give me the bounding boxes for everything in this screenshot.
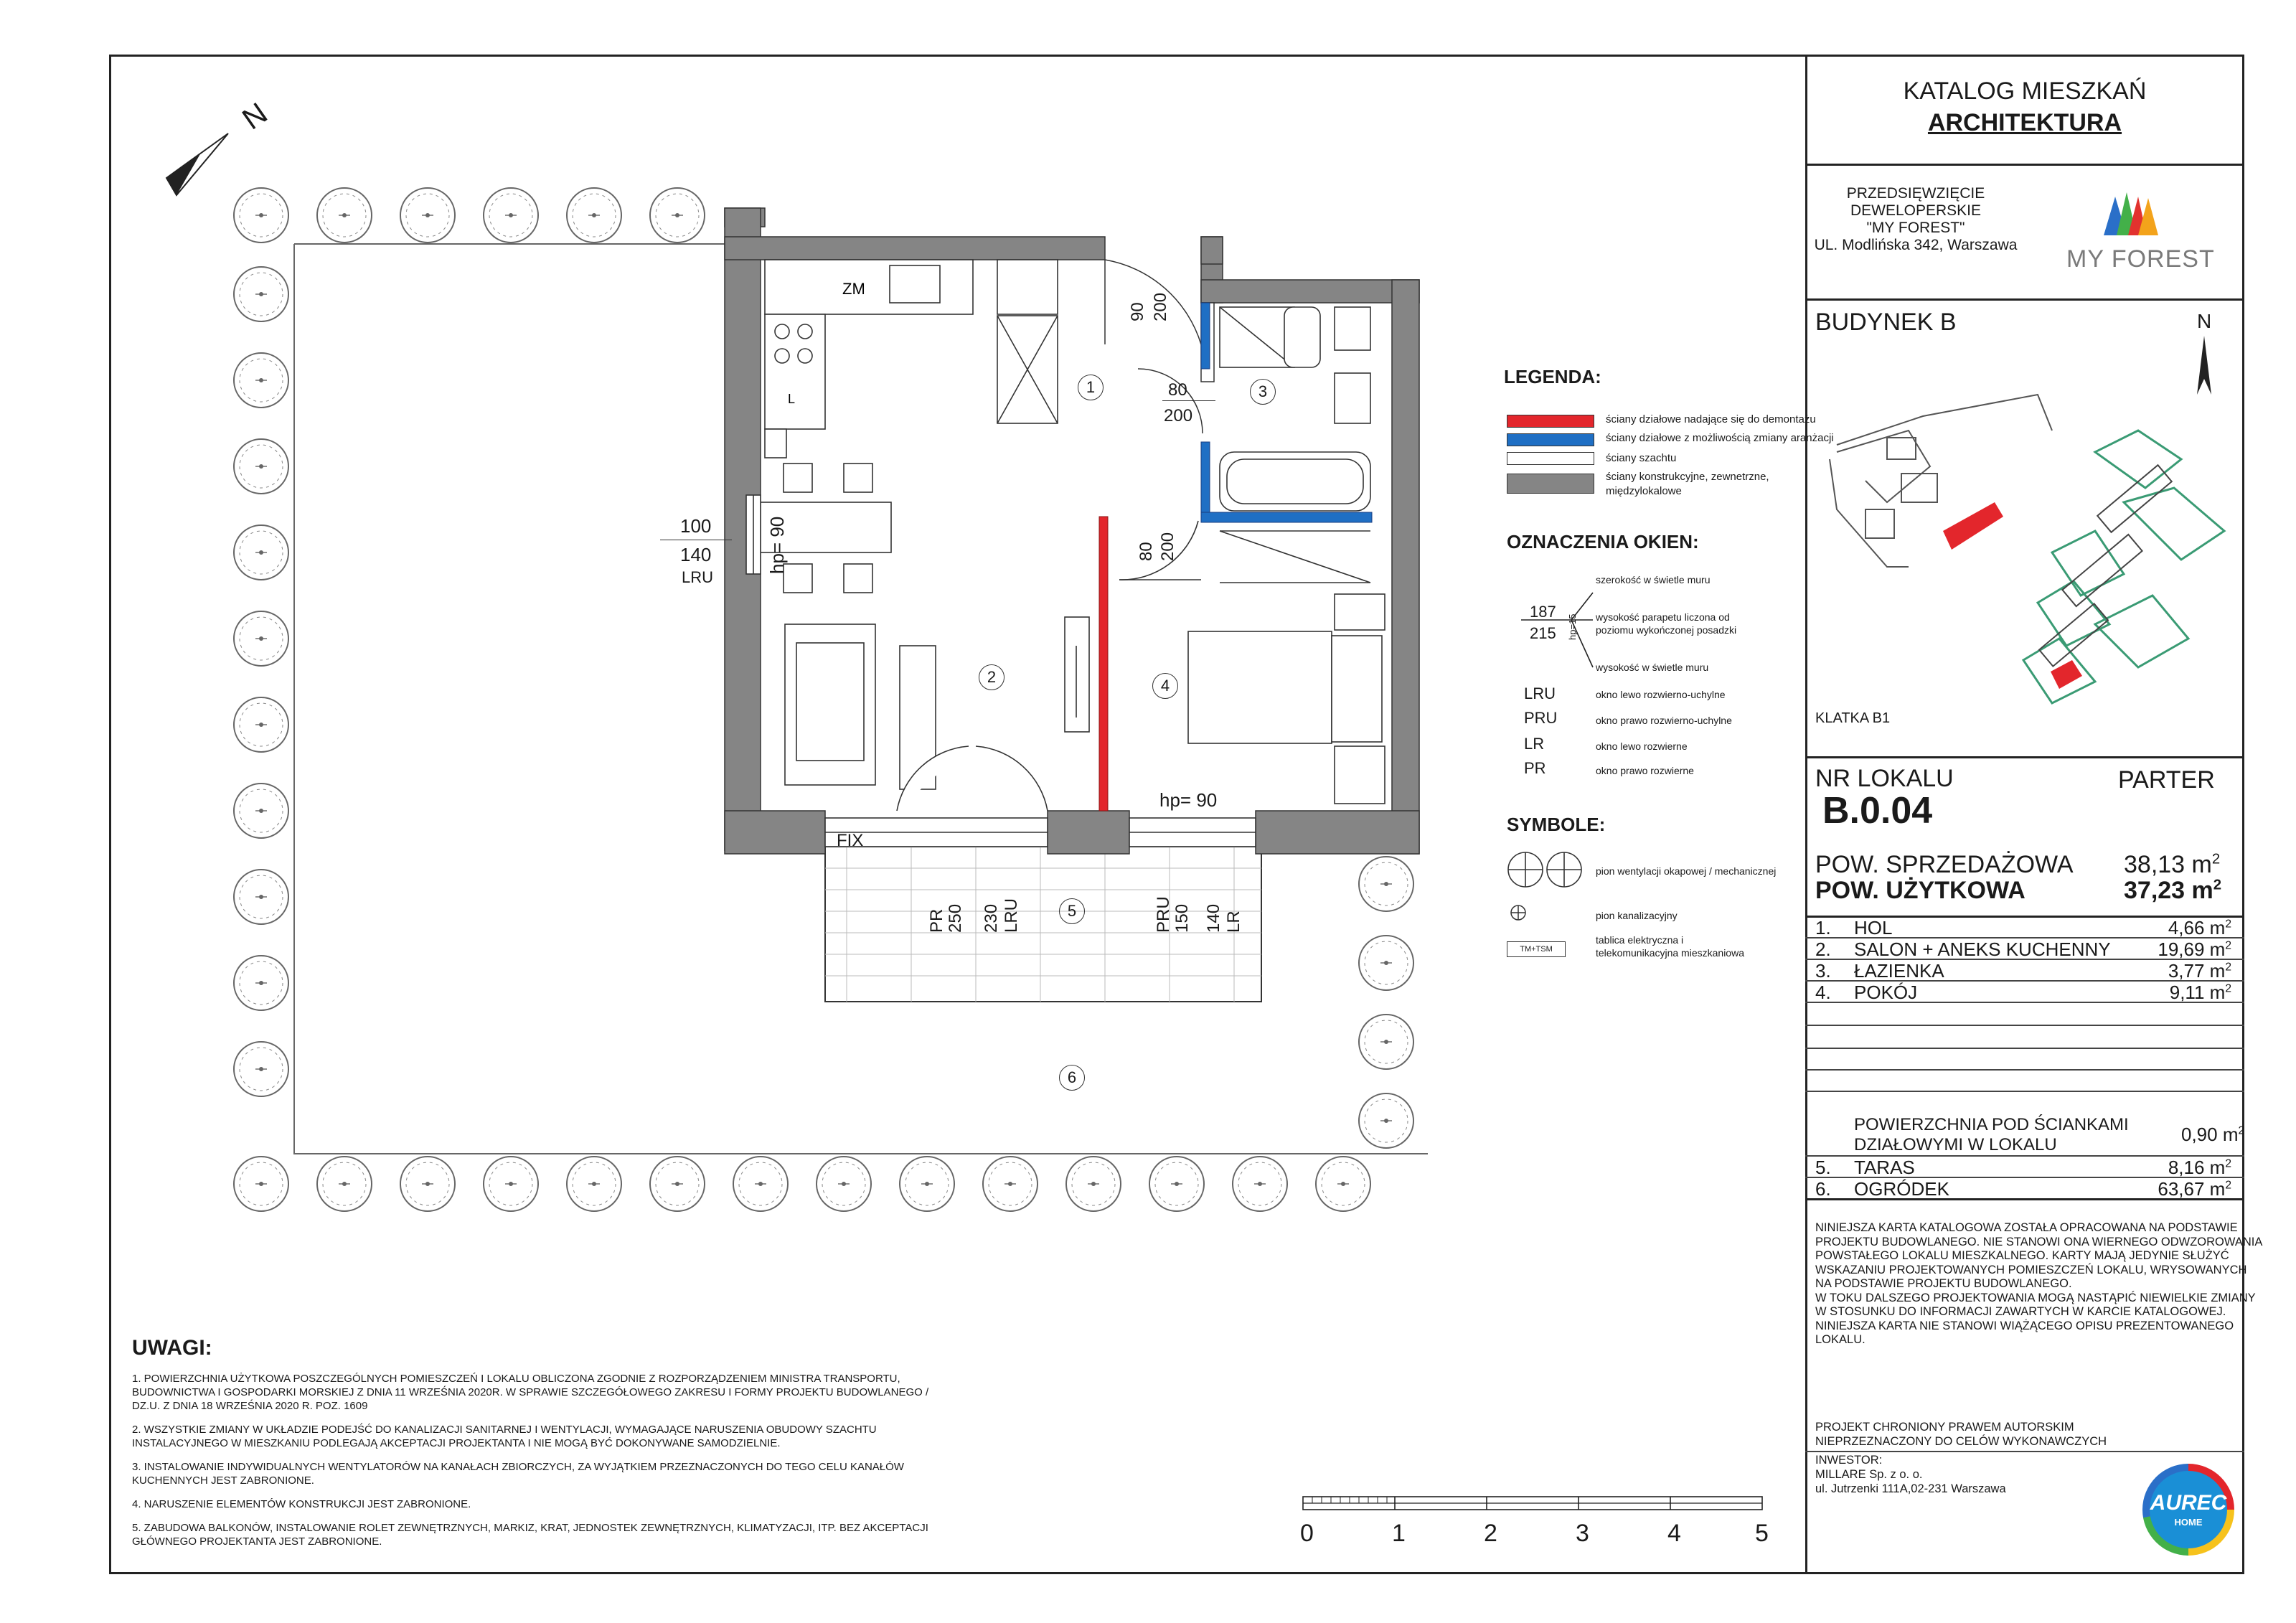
scale-bar (1299, 1494, 1772, 1520)
aurec-logo-sub: HOME (2174, 1517, 2203, 1528)
room-number-1: 1 (1078, 375, 1104, 400)
copyright-line2: NIEPRZEZNACZONY DO CELÓW WYKONAWCZYCH (1815, 1435, 2107, 1448)
compass-label: N (235, 95, 273, 136)
window-type-code: LR (1524, 735, 1545, 753)
unit-floor: PARTER (2118, 766, 2215, 794)
ventilation-symbol-icon (1507, 850, 1586, 890)
living-furniture (785, 617, 1089, 811)
room-number-3: 3 (1250, 379, 1276, 405)
pru-width: 150 (1172, 903, 1192, 933)
note-item: 4. NARUSZENIE ELEMENTÓW KONSTRUKCJI JEST ZABRONIONE. (132, 1498, 471, 1510)
partition-value: 0,90 $m^2$ (2181, 1124, 2245, 1145)
sill-desc1: wysokość parapetu liczona od (1596, 611, 1730, 623)
window-dimension-diagram (1514, 578, 1600, 672)
room-number-2: 2 (979, 664, 1004, 690)
scale-tick: 2 (1484, 1520, 1497, 1547)
room-number-5: 5 (1059, 898, 1085, 924)
door-entry-width: 90 (1128, 302, 1147, 321)
legend-swatch (1507, 433, 1594, 446)
lr-bottom: LR (1224, 911, 1243, 933)
door-room-width: 80 (1137, 542, 1156, 561)
window-type-desc: okno prawo rozwierno-uchylne (1596, 715, 1732, 726)
win-bottom-hp: hp= 90 (1159, 789, 1218, 811)
pr-type: PR (927, 908, 946, 933)
window-type-code: LRU (1524, 685, 1556, 702)
catalog-subtitle: ARCHITEKTURA (1927, 109, 2122, 136)
legend-item: ściany konstrukcyjne, zewnetrzne, (1606, 471, 1769, 483)
bottom-windows (825, 818, 1256, 847)
kitchen-l-label: L (788, 392, 796, 406)
investor-label: INWESTOR: (1815, 1454, 1883, 1467)
kitchen-zm-label: ZM (842, 280, 865, 298)
stair-label: KLATKA B1 (1815, 710, 1891, 726)
win-left-hp: hp= 90 (766, 516, 788, 574)
investor-address: ul. Jutrzenki 111A,02-231 Warszawa (1815, 1482, 2006, 1495)
legend-item-cont: międzylokalowe (1606, 485, 1682, 497)
win-left-type: LRU (682, 568, 714, 586)
pru-height: 140 (1204, 903, 1223, 933)
sample-height: 215 (1530, 624, 1556, 642)
disclaimer: NINIEJSZA KARTA KATALOGOWA ZOSTAŁA OPRACOWANA NA PODSTAWIE PROJEKTU BUDOWLANEGO. NIE STANOWI ONA WIERNEGO ODWZOROWANIA POWSTAŁEGO LOKALU MIESZKALNEGO. KARTY MAJĄ JEDYNIE SŁUŻYĆ WSKAZANIU PROJEKTOWANYCH POMIESZCZEŃ LOKALU, WRYSOWANYCH NA PODSTAWIE PROJEKTU BUDOWLANEGO. W TOKU DALSZEGO PROJEKTOWANIA MOGĄ NASTĄPIĆ NIEWIELKIE ZMIANY W STOSUNKU DO INFORMACJI ZAWARTYCH W KARCIE KATALOGOWEJ. NINIEJSZA KARTA NIE STANOWI WIĄŻĄCEGO OPISU PREZENTOWANEGO LOKALU. (1815, 1221, 2263, 1346)
north-label: N (2197, 310, 2212, 332)
sale-area-label: POW. SPRZEDAŻOWA (1815, 851, 2074, 878)
investor-name: MILLARE Sp. z o. o. (1815, 1468, 1923, 1481)
sale-area-value: 38,13 $m^2$ (2124, 851, 2221, 878)
sample-width: 187 (1530, 603, 1556, 621)
unit-nr-label: NR LOKALU (1815, 765, 1954, 792)
kitchen (761, 260, 1058, 593)
window-type-desc: okno prawo rozwierne (1596, 765, 1694, 776)
windows-legend-title: OZNACZENIA OKIEN: (1507, 531, 1699, 552)
scale-tick: 4 (1667, 1520, 1681, 1547)
usable-area-value: 37,23 $m^2$ (2124, 877, 2222, 904)
win-left-width: 100 (680, 515, 712, 537)
bedroom-furniture (1119, 521, 1385, 804)
symbols-title: SYMBOLE: (1507, 814, 1606, 835)
note-item: 1. POWIERZCHNIA UŻYTKOWA POSZCZEGÓLNYCH POMIESZCZEŃ I LOKALU OBLICZONA ZGODNIE Z ROZPORZĄDZENIEM MINISTRA TRANSPORTU, BUDOWNICTWA I GOSPODARKI MORSKIEJ Z DNIA 11 WRZEŚNIA 2020R. W SPRAWIE SZCZEGÓŁOWEGO ZAKRESU I FORMY PROJEKTU BUDOWLANEGO / DZ.U. Z DNIA 18 WRZEŚNIA 2020 R. POZ. 1609 (132, 1373, 929, 1412)
legend-swatch (1507, 474, 1594, 494)
pr-height: 230 (982, 903, 1001, 933)
window-type-code: PR (1524, 759, 1546, 777)
sample-hp: hp=15 (1567, 613, 1578, 640)
symbol-desc: pion kanalizacyjny (1596, 910, 1678, 921)
my-forest-logo-icon (2102, 191, 2160, 238)
scale-tick: 5 (1755, 1520, 1769, 1547)
sewage-pipe-icon (1510, 904, 1527, 921)
legend-item: ściany działowe z możliwością zmiany aranżacji (1606, 432, 1834, 444)
terrace (825, 847, 1261, 1002)
scale-tick: 1 (1392, 1520, 1406, 1547)
note-item: 2. WSZYSTKIE ZMIANY W UKŁADZIE PODEJŚĆ DO KANALIZACJI SANITARNEJ I WENTYLACJI, WYMAGAJĄCE NARUSZENIA OBUDOWY SZACHTU INSTALACYJNEGO W MIESZKANIU PODLEGAJĄ AKCEPTACJI PROJEKTANTA I NIE MOGĄ BYĆ DOKONYWANE SAMODZIELNIE. (132, 1424, 877, 1449)
scale-tick: 0 (1300, 1520, 1314, 1547)
north-arrow-icon (2196, 336, 2213, 395)
legend-item: ściany działowe nadające się do demontażu (1606, 413, 1816, 425)
left-window (746, 495, 761, 574)
win-left-height: 140 (680, 544, 712, 565)
partition-line2: DZIAŁOWYMI W LOKALU (1854, 1135, 2057, 1154)
legend-swatch (1507, 415, 1594, 428)
room-number-6: 6 (1059, 1065, 1085, 1091)
usable-area-label: POW. UŻYTKOWA (1815, 877, 2026, 904)
site-plan-map (1822, 387, 2239, 725)
unit-number: B.0.04 (1822, 790, 1933, 832)
door-room-height: 200 (1158, 532, 1177, 561)
fix-label: FIX (837, 831, 864, 850)
pr-width: 250 (946, 903, 965, 933)
my-forest-logo-text: MY FOREST (2066, 245, 2215, 273)
legend-swatch (1507, 452, 1594, 465)
room-number-4: 4 (1152, 673, 1178, 699)
width-desc: szerokość w świetle muru (1596, 574, 1711, 585)
aurec-logo (2142, 1464, 2234, 1556)
window-type-desc: okno lewo rozwierne (1596, 740, 1688, 752)
electrical-panel-icon: TM+TSM (1507, 941, 1566, 957)
project-line3: "MY FOREST" (1866, 220, 1965, 236)
note-item: 3. INSTALOWANIE INDYWIDUALNYCH WENTYLATORÓW NA KANAŁACH ZBIORCZYCH, ZA WYJĄTKIEM PRZEZNACZONYCH DO TEGO CELU KANAŁÓW KUCHENNYCH JEST ZABRONIONE. (132, 1461, 904, 1487)
pru-type: PRU (1154, 896, 1173, 933)
scale-tick: 3 (1576, 1520, 1589, 1547)
copyright-line1: PROJEKT CHRONIONY PRAWEM AUTORSKIM (1815, 1421, 2074, 1434)
symbol-desc: telekomunikacyjna mieszkaniowa (1596, 947, 1744, 959)
compass-icon (166, 133, 228, 195)
notes-title: UWAGI: (132, 1336, 212, 1360)
symbol-desc: tablica elektryczna i (1596, 934, 1684, 946)
symbol-desc: pion wentylacji okapowej / mechanicznej (1596, 865, 1777, 877)
bathroom-fixtures (1220, 307, 1370, 583)
window-type-code: PRU (1524, 709, 1558, 727)
project-line4: UL. Modlińska 342, Warszawa (1814, 237, 2018, 253)
lru-bottom: LRU (1002, 898, 1021, 933)
legend-title: LEGENDA: (1504, 366, 1601, 387)
door-entry-height: 200 (1151, 292, 1170, 321)
partition-line1: POWIERZCHNIA POD ŚCIANKAMI (1854, 1115, 2129, 1134)
legend-item: ściany szachtu (1606, 452, 1677, 464)
project-line2: DEWELOPERSKIE (1850, 202, 1982, 219)
door-bath-width: 80 (1168, 380, 1187, 400)
height-desc: wysokość w świetle muru (1596, 662, 1709, 673)
catalog-title: KATALOG MIESZKAŃ (1903, 77, 2147, 105)
window-type-desc: okno lewo rozwierno-uchylne (1596, 689, 1726, 700)
sill-desc2: poziomu wykończonej posadzki (1596, 624, 1737, 636)
building-label: BUDYNEK B (1815, 309, 1957, 336)
project-line1: PRZEDSIĘWZIĘCIE (1846, 185, 1985, 202)
note-item: 5. ZABUDOWA BALKONÓW, INSTALOWANIE ROLET ZEWNĘTRZNYCH, MARKIZ, KRAT, JEDNOSTEK ZEWNĘTRZNYCH, KLIMATYZACJI, ITP. BEZ AKCEPTACJI GŁÓWNEGO PROJEKTANTA JEST ZABRONIONE. (132, 1522, 928, 1548)
notes (132, 1372, 943, 1558)
aurec-logo-text: AUREC (2150, 1491, 2227, 1515)
door-bath-height: 200 (1164, 406, 1193, 425)
